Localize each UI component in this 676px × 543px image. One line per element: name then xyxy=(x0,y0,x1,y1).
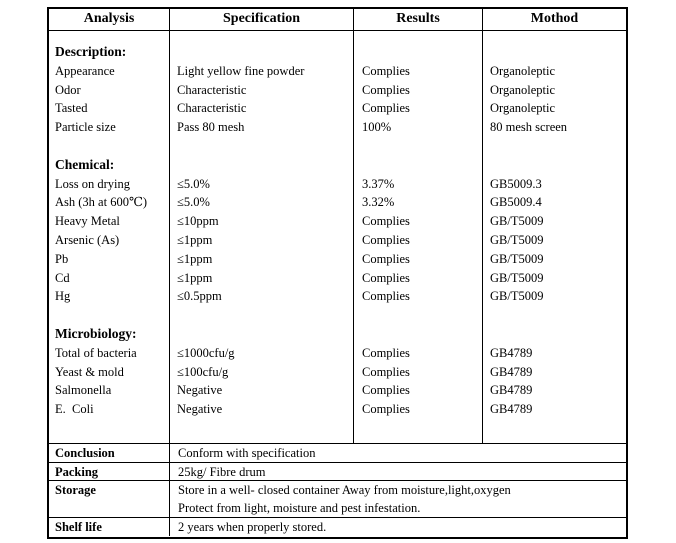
cell-method: GB4789 xyxy=(490,402,533,417)
table-header-row xyxy=(49,9,626,31)
cell-analysis: Heavy Metal xyxy=(55,214,120,229)
cell-method: 80 mesh screen xyxy=(490,120,568,135)
footer-row-label: Storage xyxy=(55,483,96,497)
table-row xyxy=(49,193,626,212)
cell-analysis: Hg xyxy=(55,289,71,304)
cell-results: Complies xyxy=(362,345,410,360)
cell-method: GB/T5009 xyxy=(490,289,544,304)
cell-method: GB/T5009 xyxy=(490,270,544,285)
table-row xyxy=(49,231,626,250)
cell-results: Complies xyxy=(362,270,410,285)
cell-analysis: Loss on drying xyxy=(55,176,130,191)
cell-analysis: Particle size xyxy=(55,120,116,135)
cell-results: Complies xyxy=(362,232,410,247)
cell-analysis: Yeast & mold xyxy=(55,364,124,379)
cell-specification: ≤1000cfu/g xyxy=(177,345,235,360)
footer-row xyxy=(49,462,626,480)
cell-results: Complies xyxy=(362,82,410,97)
cell-specification: Characteristic xyxy=(177,82,247,97)
cell-analysis: Chemical: xyxy=(55,156,115,172)
cell-method: GB/T5009 xyxy=(490,251,544,266)
cell-results xyxy=(353,137,482,156)
cell-analysis: E. Coli xyxy=(55,402,94,417)
footer-row xyxy=(49,443,626,462)
footer-row xyxy=(49,480,626,517)
cell-specification: ≤5.0% xyxy=(177,195,210,210)
cell-analysis: Salmonella xyxy=(55,383,112,398)
cell-results: Complies xyxy=(362,289,410,304)
cell-method xyxy=(482,325,626,344)
cell-results xyxy=(353,306,482,325)
cell-method: GB5009.3 xyxy=(490,176,542,191)
cell-results xyxy=(353,325,482,344)
table-row xyxy=(49,306,626,325)
cell-results: Complies xyxy=(362,214,410,229)
cell-method: GB/T5009 xyxy=(490,232,544,247)
cell-method: Organoleptic xyxy=(490,63,556,78)
footer-row-value xyxy=(169,518,626,536)
cell-specification: ≤100cfu/g xyxy=(177,364,229,379)
cell-specification xyxy=(169,137,353,156)
header-cell-analysis: Analysis xyxy=(83,11,135,26)
cell-analysis: Pb xyxy=(55,251,69,266)
cell-results xyxy=(353,156,482,175)
header-cell-specification: Specification xyxy=(169,9,353,30)
cell-results: Complies xyxy=(362,383,410,398)
cell-results: Complies xyxy=(362,402,410,417)
header-cell-results: Results xyxy=(353,9,482,30)
cell-specification xyxy=(169,156,353,175)
table-row xyxy=(49,250,626,269)
cell-method xyxy=(482,137,626,156)
cell-method: GB/T5009 xyxy=(490,214,544,229)
cell-analysis: Cd xyxy=(55,270,70,285)
table-row xyxy=(49,43,626,62)
footer-row-line: Store in a well- closed container Away from moisture,light,oxygen xyxy=(178,483,511,497)
specification-table xyxy=(47,7,628,539)
cell-results: 100% xyxy=(362,120,392,135)
table-row xyxy=(49,99,626,118)
cell-method: GB4789 xyxy=(490,383,533,398)
cell-analysis: Appearance xyxy=(55,63,115,78)
footer-row-label: Conclusion xyxy=(55,446,115,460)
cell-method: GB4789 xyxy=(490,364,533,379)
table-row xyxy=(49,62,626,81)
cell-method: Organoleptic xyxy=(490,82,556,97)
table-row xyxy=(49,156,626,175)
cell-method xyxy=(482,306,626,325)
footer-row-value xyxy=(169,444,626,462)
cell-analysis: Ash (3h at 600℃) xyxy=(55,195,148,210)
footer-row xyxy=(49,517,626,536)
cell-specification: Pass 80 mesh xyxy=(177,120,245,135)
footer-row-label: Packing xyxy=(55,465,99,479)
cell-specification: Characteristic xyxy=(177,101,247,116)
table-row xyxy=(49,118,626,137)
cell-results: Complies xyxy=(362,364,410,379)
table-row xyxy=(49,287,626,306)
table-row xyxy=(49,212,626,231)
cell-specification: Negative xyxy=(177,383,223,398)
cell-specification: ≤1ppm xyxy=(177,232,213,247)
table-body-rows xyxy=(49,31,626,419)
cell-analysis xyxy=(49,306,169,325)
cell-analysis xyxy=(49,137,169,156)
cell-specification: ≤1ppm xyxy=(177,251,213,266)
cell-analysis: Odor xyxy=(55,82,81,97)
footer-row-label: Shelf life xyxy=(55,520,102,534)
cell-specification: ≤0.5ppm xyxy=(177,289,222,304)
table-row xyxy=(49,175,626,194)
table-row xyxy=(49,137,626,156)
cell-specification xyxy=(169,306,353,325)
cell-analysis: Arsenic (As) xyxy=(55,232,120,247)
cell-specification: Light yellow fine powder xyxy=(177,63,305,78)
footer-row-line: Protect from light, moisture and pest infestation. xyxy=(178,501,421,515)
footer-row-value xyxy=(169,463,626,480)
table-row xyxy=(49,400,626,419)
cell-analysis: Tasted xyxy=(55,101,88,116)
cell-method: Organoleptic xyxy=(490,101,556,116)
cell-specification xyxy=(169,31,353,43)
cell-specification xyxy=(169,325,353,344)
footer-row-line: 2 years when properly stored. xyxy=(178,520,327,534)
cell-specification: ≤10ppm xyxy=(177,214,219,229)
footer-row-line: Conform with specification xyxy=(178,446,316,460)
cell-specification: ≤1ppm xyxy=(177,270,213,285)
cell-method xyxy=(482,31,626,43)
cell-method: GB5009.4 xyxy=(490,195,542,210)
table-row xyxy=(49,81,626,100)
table-body xyxy=(49,31,626,443)
cell-results: Complies xyxy=(362,63,410,78)
cell-analysis: Microbiology: xyxy=(55,325,137,341)
cell-analysis xyxy=(49,31,169,43)
cell-specification xyxy=(169,43,353,62)
cell-results: Complies xyxy=(362,251,410,266)
cell-analysis: Total of bacteria xyxy=(55,345,137,360)
cell-results xyxy=(353,43,482,62)
cell-results: 3.32% xyxy=(362,195,395,210)
footer-row-line: 25kg/ Fibre drum xyxy=(178,465,266,479)
cell-results: Complies xyxy=(362,101,410,116)
cell-results xyxy=(353,31,482,43)
footer-row-value xyxy=(169,481,626,517)
table-row xyxy=(49,381,626,400)
table-row xyxy=(49,269,626,288)
table-row xyxy=(49,325,626,344)
cell-method xyxy=(482,156,626,175)
table-row xyxy=(49,363,626,382)
header-cell-method: Mothod xyxy=(482,9,626,30)
table-row xyxy=(49,344,626,363)
cell-analysis: Description: xyxy=(55,44,127,59)
cell-method xyxy=(482,43,626,62)
cell-specification: ≤5.0% xyxy=(177,176,210,191)
cell-results: 3.37% xyxy=(362,176,395,191)
cell-specification: Negative xyxy=(177,402,223,417)
cell-method: GB4789 xyxy=(490,345,533,360)
table-footer xyxy=(49,443,626,536)
table-row xyxy=(49,31,626,43)
